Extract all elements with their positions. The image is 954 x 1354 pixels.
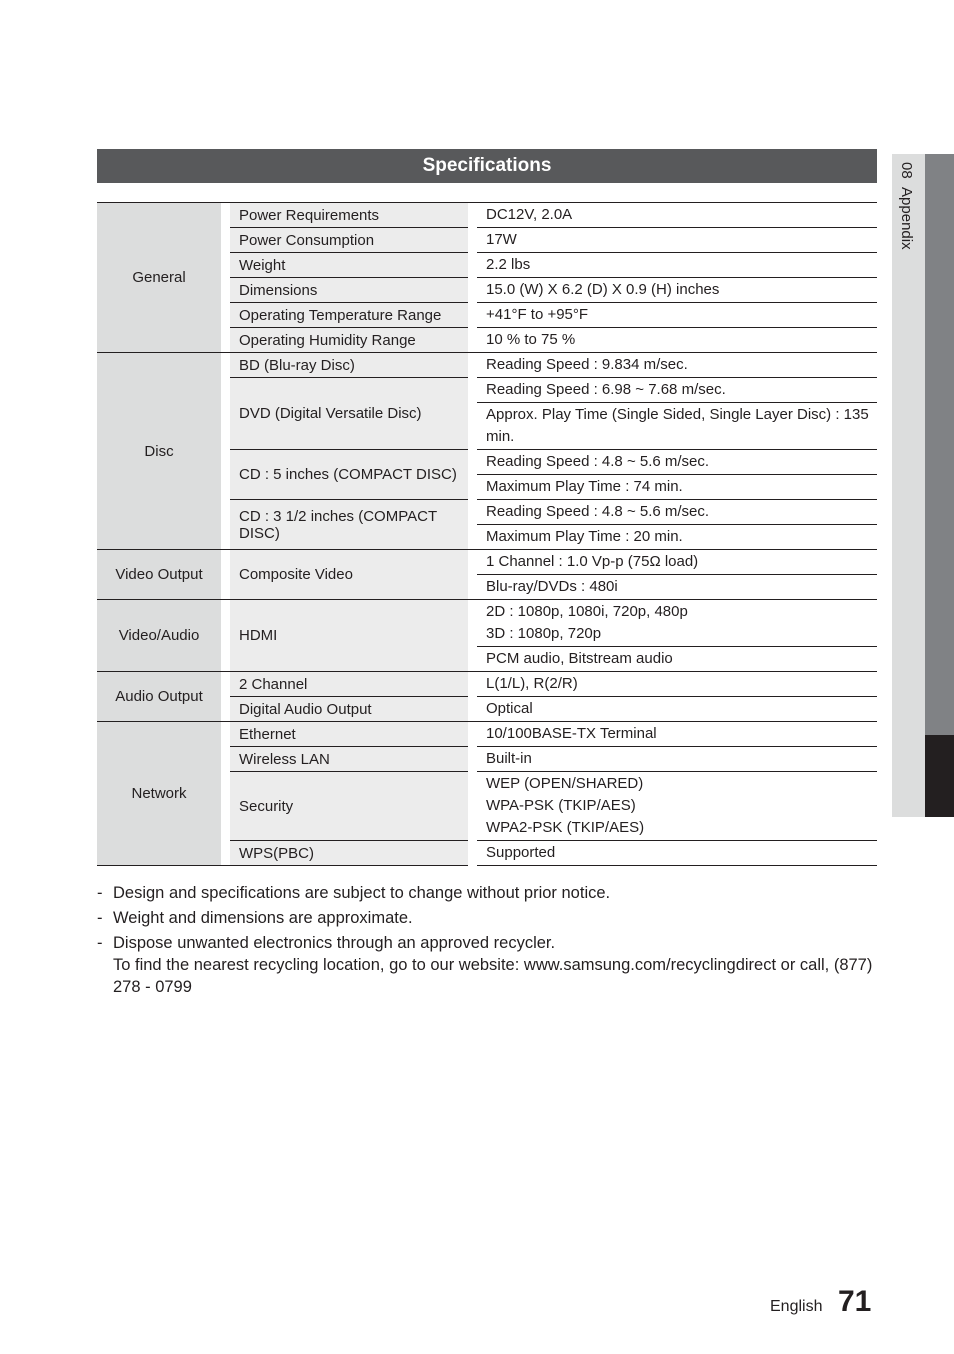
spec-value: PCM audio, Bitstream audio <box>477 647 877 672</box>
spec-item: Security <box>230 772 468 841</box>
spec-row <box>97 600 877 647</box>
category-cell: General <box>97 203 221 353</box>
spacer <box>221 353 230 550</box>
spacer <box>468 722 477 747</box>
spacer <box>221 203 230 353</box>
bullet-dash: - <box>97 934 103 952</box>
note-text: Weight and dimensions are approximate. <box>113 909 413 927</box>
spec-value: Maximum Play Time : 20 min. <box>477 525 877 550</box>
spec-item: Operating Temperature Range <box>230 303 468 328</box>
spacer <box>468 353 477 378</box>
bullet-dash: - <box>97 909 103 927</box>
spacer <box>468 253 477 278</box>
spacer <box>468 747 477 772</box>
chapter-label <box>898 162 915 250</box>
spacer <box>221 600 230 672</box>
spacer <box>468 841 477 866</box>
spec-value: L(1/L), R(2/R) <box>477 672 877 697</box>
spacer <box>468 303 477 328</box>
spec-item: Dimensions <box>230 278 468 303</box>
spec-item: HDMI <box>230 600 468 672</box>
note-item <box>97 882 877 904</box>
spec-value: Blu-ray/DVDs : 480i <box>477 575 877 600</box>
spacer <box>468 228 477 253</box>
spec-row <box>97 672 877 697</box>
spec-value: 10 % to 75 % <box>477 328 877 353</box>
spec-item: CD : 3 1/2 inches (COMPACT DISC) <box>230 500 468 550</box>
spec-item: Composite Video <box>230 550 468 600</box>
spacer <box>468 328 477 353</box>
spec-value: WEP (OPEN/SHARED) WPA-PSK (TKIP/AES) WPA2-PSK (TKIP/AES) <box>477 772 877 841</box>
page-number: 71 <box>838 1285 872 1318</box>
spacer <box>468 697 477 722</box>
spec-value: Reading Speed : 6.98 ~ 7.68 m/sec. <box>477 378 877 403</box>
spec-value: 2.2 lbs <box>477 253 877 278</box>
category-cell: Network <box>97 722 221 866</box>
spec-value: DC12V, 2.0A <box>477 203 877 228</box>
category-cell: Audio Output <box>97 672 221 722</box>
spec-item: BD (Blu-ray Disc) <box>230 353 468 378</box>
spec-value: Reading Speed : 4.8 ~ 5.6 m/sec. <box>477 450 877 475</box>
spec-item: WPS(PBC) <box>230 841 468 866</box>
spec-item: Power Requirements <box>230 203 468 228</box>
spec-value: 2D : 1080p, 1080i, 720p, 480p 3D : 1080p, 720p <box>477 600 877 647</box>
bullet-dash: - <box>97 884 103 902</box>
spec-item: Digital Audio Output <box>230 697 468 722</box>
spacer <box>468 600 477 672</box>
spec-item: Ethernet <box>230 722 468 747</box>
notes-list <box>97 882 877 1001</box>
spec-value: 15.0 (W) X 6.2 (D) X 0.9 (H) inches <box>477 278 877 303</box>
spacer <box>468 550 477 600</box>
spec-row <box>97 722 877 747</box>
page-title: Specifications <box>97 149 877 183</box>
side-tab-strip <box>925 154 954 735</box>
spacer <box>468 500 477 550</box>
spacer <box>221 722 230 866</box>
spec-value: 1 Channel : 1.0 Vp-p (75Ω load) <box>477 550 877 575</box>
category-cell: Video Output <box>97 550 221 600</box>
note-text: Dispose unwanted electronics through an approved recycler. To find the nearest recycling location, go to our website: www.samsung.com/recyclingdirect or call, (877) 278 - 0799 <box>113 934 873 996</box>
spacer <box>468 378 477 450</box>
spec-value: +41°F to +95°F <box>477 303 877 328</box>
spec-value: 10/100BASE-TX Terminal <box>477 722 877 747</box>
spec-value: Built-in <box>477 747 877 772</box>
spec-value: Reading Speed : 4.8 ~ 5.6 m/sec. <box>477 500 877 525</box>
chapter-title: Appendix <box>898 187 915 250</box>
spec-value: Approx. Play Time (Single Sided, Single Layer Disc) : 135 min. <box>477 403 877 450</box>
spec-item: 2 Channel <box>230 672 468 697</box>
spacer <box>468 450 477 500</box>
note-item <box>97 907 877 929</box>
spec-item: Operating Humidity Range <box>230 328 468 353</box>
spacer <box>468 772 477 841</box>
spec-row <box>97 550 877 575</box>
footer-language: English <box>770 1298 823 1315</box>
note-item <box>97 932 877 998</box>
side-tab-marker <box>925 735 954 817</box>
spec-row <box>97 353 877 378</box>
spec-item: Wireless LAN <box>230 747 468 772</box>
side-tab-background <box>892 154 925 817</box>
note-text: Design and specifications are subject to change without prior notice. <box>113 884 611 902</box>
spec-value: Reading Speed : 9.834 m/sec. <box>477 353 877 378</box>
spec-row <box>97 203 877 228</box>
spacer <box>468 278 477 303</box>
spec-value: Maximum Play Time : 74 min. <box>477 475 877 500</box>
spec-item: DVD (Digital Versatile Disc) <box>230 378 468 450</box>
category-cell: Disc <box>97 353 221 550</box>
spacer <box>221 550 230 600</box>
spacer <box>221 672 230 722</box>
category-cell: Video/Audio <box>97 600 221 672</box>
spacer <box>468 203 477 228</box>
specifications-table <box>97 202 877 866</box>
chapter-number: 08 <box>898 162 915 179</box>
spec-item: Weight <box>230 253 468 278</box>
spec-item: Power Consumption <box>230 228 468 253</box>
spec-value: Supported <box>477 841 877 866</box>
spacer <box>468 672 477 697</box>
spec-value: Optical <box>477 697 877 722</box>
spec-item: CD : 5 inches (COMPACT DISC) <box>230 450 468 500</box>
spec-value: 17W <box>477 228 877 253</box>
